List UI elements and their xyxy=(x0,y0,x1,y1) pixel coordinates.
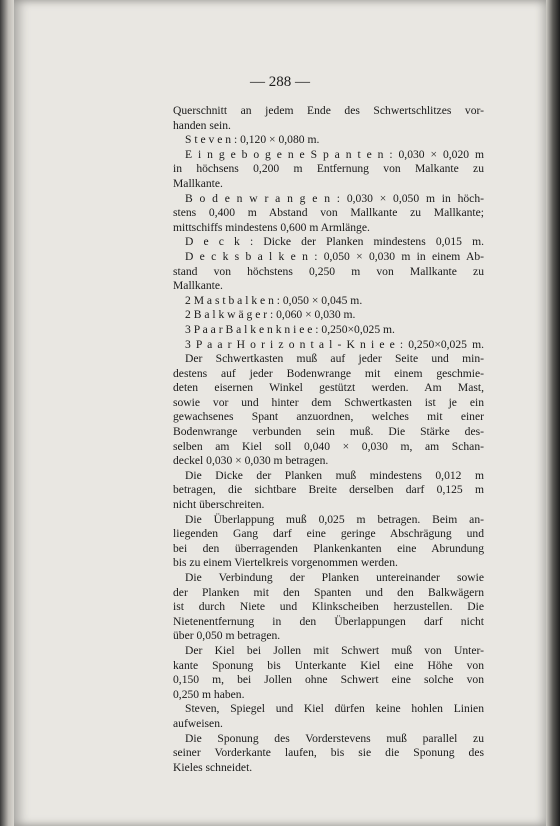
text-line: B o d e n w r a n g e n : 0,030 × 0,050 m in höch- xyxy=(185,191,484,205)
text-line: aufweisen. xyxy=(173,716,223,730)
text-line: Mallkante. xyxy=(173,176,223,190)
text-line: ist durch Niete und Klinkscheiben herzustellen. Die xyxy=(173,600,484,614)
text-line: Querschnitt an jedem Ende des Schwertschlitzes vor- xyxy=(173,104,484,117)
text-line: Die Verbindung der Planken untereinander sowie xyxy=(185,571,484,584)
text-line: destens auf jeder Bodenwrange mit einem geschmie- xyxy=(173,366,484,380)
text-line: Die Sponung des Vorderstevens muß parallel zu xyxy=(185,731,484,745)
text-line: Der Kiel bei Jollen mit Schwert muß von Unter- xyxy=(185,643,484,657)
text-line: 3 P a a r H o r i z o n t a l - K n i e e : 0,250×0,025 m. xyxy=(185,337,484,351)
text-line: gewachsenes Spant anzuordnen, welches mit einer xyxy=(173,410,484,424)
text-line: mittschiffs mindestens 0,600 m Armlänge. xyxy=(173,220,370,234)
text-line: bis zu einem Viertelkreis vorgenommen werden. xyxy=(173,556,398,570)
text-line: Steven, Spiegel und Kiel dürfen keine hohlen Linien xyxy=(185,702,484,716)
text-line: D e c k s b a l k e n : 0,050 × 0,030 m in einem Ab- xyxy=(185,249,484,263)
text-line: handen sein. xyxy=(173,118,231,132)
text-line: deten eisernen Winkel gestützt werden. Am Mast, xyxy=(173,381,484,395)
text-line: Die Dicke der Planken muß mindestens 0,012 m xyxy=(185,468,484,482)
body-text xyxy=(173,104,484,775)
page-edge xyxy=(546,0,560,826)
text-line: E i n g e b o g e n e S p a n t e n : 0,030 × 0,020 m xyxy=(185,147,484,161)
text-line: 0,250 m haben. xyxy=(173,687,245,701)
text-line: stens 0,400 m Abstand von Mallkante zu Mallkante; xyxy=(173,206,484,220)
text-line: Kieles schneidet. xyxy=(173,760,253,774)
text-line: Mallkante. xyxy=(173,279,223,293)
text-line: seiner Vorderkante laufen, bis sie die Sponung des xyxy=(173,746,484,760)
text-line: in höchsens 0,200 m Entfernung von Malkante zu xyxy=(173,162,484,176)
text-line: Der Schwertkasten muß auf jeder Seite und min- xyxy=(185,352,484,366)
text-line: sowie vor und hinter dem Schwertkasten ist je ein xyxy=(173,395,484,409)
text-line: deckel 0,030 × 0,030 m betragen. xyxy=(173,454,329,468)
text-line: Die Überlappung muß 0,025 m betragen. Beim an- xyxy=(185,512,484,526)
text-line: über 0,050 m betragen. xyxy=(173,629,281,643)
text-line: S t e v e n : 0,120 × 0,080 m. xyxy=(185,133,320,147)
text-line: stand von höchstens 0,250 m von Mallkante zu xyxy=(173,264,484,278)
text-line: kante Sponung bis Unterkante Kiel eine Höhe von xyxy=(173,658,484,672)
text-line: 0,150 m, bei Jollen ohne Schwert eine solche von xyxy=(173,673,484,687)
text-line: 2 B a l k w ä g e r : 0,060 × 0,030 m. xyxy=(185,308,356,322)
text-line: betragen, die sichtbare Breite derselben darf 0,125 m xyxy=(173,483,484,497)
book-spine xyxy=(0,0,14,826)
text-line: Nietenentfernung in den Überlappungen darf nicht xyxy=(173,614,484,628)
text-line: 2 M a s t b a l k e n : 0,050 × 0,045 m. xyxy=(185,293,363,307)
text-line: D e c k : Dicke der Planken mindestens 0,015 m. xyxy=(185,235,484,249)
text-line: liegenden Gang darf eine geringe Abschrägung und xyxy=(173,527,484,541)
text-line: nicht überschreiten. xyxy=(173,498,265,512)
page-number: — 288 — xyxy=(250,74,310,90)
text-line: bei den überragenden Plankenkanten eine Abrundung xyxy=(173,541,484,555)
text-line: 3 P a a r B a l k e n k n i e e : 0,250×0,025 m. xyxy=(185,322,395,336)
text-line: selben am Kiel soll 0,040 × 0,030 m, am Schan- xyxy=(173,439,484,453)
text-line: der Planken mit den Spanten und den Balkwägern xyxy=(173,585,484,599)
text-line: Bodenwrange verbunden sein muß. Die Stärke des- xyxy=(173,425,484,439)
